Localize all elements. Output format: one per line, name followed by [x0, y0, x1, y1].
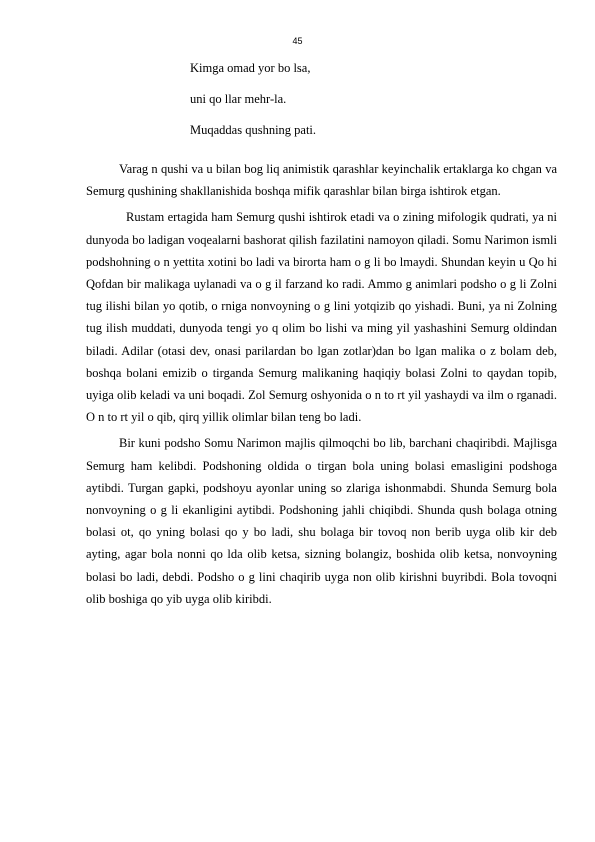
verse-block [190, 60, 316, 153]
verse-line: Kimga omad yor bo lsa, [190, 61, 311, 75]
paragraph-varagn: Varag n qushi va u bilan bog liq animistik qarashlar keyinchalik ertaklarga ko chgan va Semurg qushining shakllanishida boshqa mifik qarashlar bilan birga ishtirok etgan. [86, 162, 557, 199]
paragraph-somu-narimon: Bir kuni podsho Somu Narimon majlis qilmoqchi bo lib, barchani chaqiribdi. Majlisga Semurg ham kelibdi. Podshoning oldida o tirgan bola uning bolasi emasligini podshoga aytibdi. Turgan gapki, podshoyu ayonlar uning so zlariga ishonmabdi. Shunda Semurg bola nonvoyning o g li ekanligini aytibdi. Podshoning jahli chiqibdi. Shunda qush bolaga otning bolasi ot, qo yning bolasi qo y bo ladi, shu bolaga bir tovoq non berib uyga olib kir deb ayting, agar bola nonni qo lda olib ketsa, sizning bolangiz, boshida olib ketsa, nonvoyning bolasi bo ladi, debdi. Podsho o g lini chaqirib uyga non olib kirishni buyribdi. Bola tovoqni olib boshiga qo yib uyga olib kiribdi. [86, 436, 557, 606]
verse-line: uni qo llar mehr-la. [190, 92, 287, 106]
verse-line: Muqaddas qushning pati. [190, 123, 317, 137]
paragraph-rustam: Rustam ertagida ham Semurg qushi ishtirok etadi va o zining mifologik qudrati, ya ni dunyoda bo ladigan voqealarni bashorat qilish fazilatini namoyon qiladi. Somu Narimon ismli podshohning o n yettita xotini bo ladi va birorta ham o g li bo lmaydi. Shundan keyin u Qo hi Qofdan bir malikaga uylanadi va o g il farzand ko radi. Ammo g animlari podsho o g li Zolni tug ilishi bilan yo qotib, o rniga nonvoyning o g lini yotqizib qo yishadi. Buni, ya ni Zolning tug ilish muddati, dunyoda tengi yo q olim bo lishi va ming yil yashashini Semurg oldindan biladi. Adilar (otasi dev, onasi parilardan bo lgan zotlar)dan bo lgan malika o z bolam deb, boshqa bolani emizib o tirganda Semurg malikaning haqiqiy bolasi Zolni to qaydan topib, uyiga olib keladi va uni boqadi. Zol Semurg oshyonida o n to rt yil yashaydi va ilm o rganadi. O n to rt yil o qib, qirq yillik olimlar bilan teng bo ladi. [86, 210, 557, 425]
page-number: 45 [292, 36, 303, 46]
body-text [86, 158, 557, 614]
